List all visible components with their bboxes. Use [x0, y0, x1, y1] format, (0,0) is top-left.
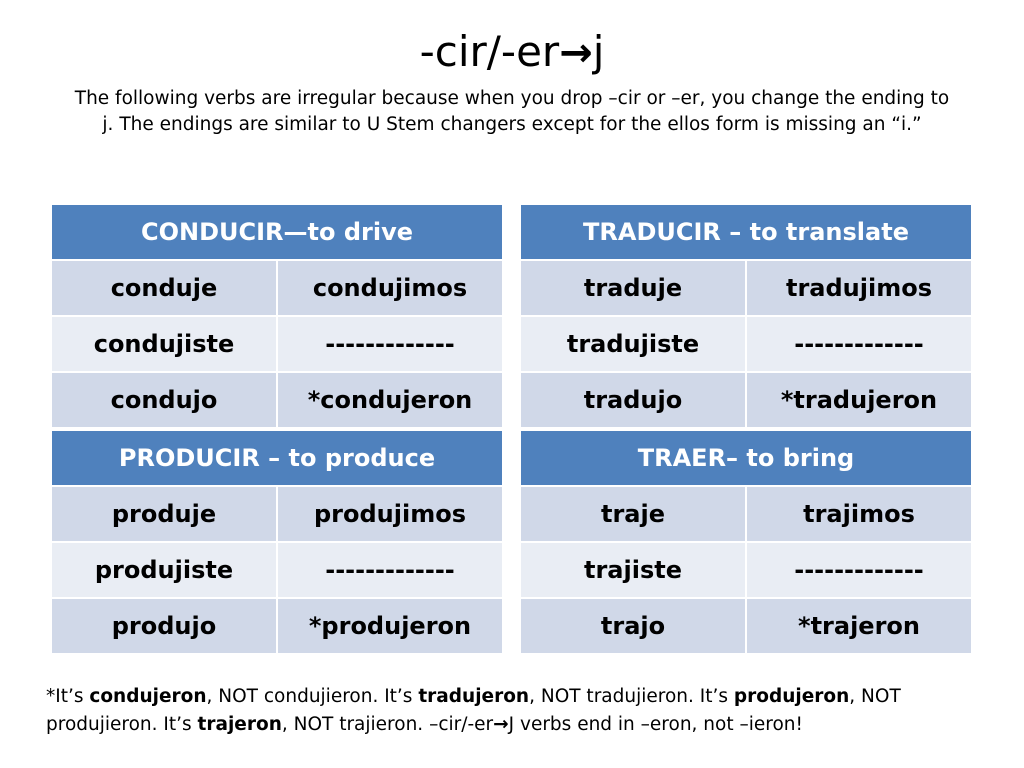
table-header: CONDUCIR—to drive — [51, 204, 503, 260]
table-cell: ------------- — [746, 542, 972, 598]
footnote-text: *It’s — [46, 686, 90, 707]
footnote-text: , NOT tradujieron. It’s — [529, 686, 734, 707]
intro-text: The following verbs are irregular because when you drop –cir or –er, you change the ending to j. The endings are similar to U Stem changers except for the ellos form is missing an “i.” — [74, 88, 950, 135]
table-cell: condujiste — [51, 316, 277, 372]
title-text: -cir/-er — [419, 27, 560, 76]
footnote-text: J verbs end in –eron, not –ieron! — [508, 714, 803, 735]
table-cell: condujimos — [277, 260, 503, 316]
footnote-emphasis: trajeron — [197, 714, 282, 735]
table-cell: tradujo — [520, 372, 746, 428]
footnote-text: , NOT trajieron. –cir/-er — [281, 714, 494, 735]
conjugation-table-traer — [519, 429, 973, 655]
table-cell: traduje — [520, 260, 746, 316]
title-suffix: j — [592, 27, 605, 76]
table-cell: produjimos — [277, 486, 503, 542]
conjugation-table-traducir — [519, 203, 973, 429]
table-cell: tradujiste — [520, 316, 746, 372]
table-cell: traje — [520, 486, 746, 542]
table-cell: *produjeron — [277, 598, 503, 654]
right-arrow-icon: → — [559, 30, 593, 76]
slide-title — [0, 26, 1024, 79]
footnote — [46, 683, 986, 739]
table-cell: conduje — [51, 260, 277, 316]
footnote-text: , NOT produjieron. It’s — [46, 686, 901, 735]
table-cell: trajimos — [746, 486, 972, 542]
footnote-text: , NOT condujieron. It’s — [206, 686, 419, 707]
table-cell: trajiste — [520, 542, 746, 598]
table-cell: trajo — [520, 598, 746, 654]
table-header: TRAER– to bring — [520, 430, 972, 486]
right-arrow-icon: → — [493, 714, 509, 735]
table-cell: produjiste — [51, 542, 277, 598]
table-cell: produje — [51, 486, 277, 542]
conjugation-table-producir — [50, 429, 504, 655]
conjugation-table-conducir — [50, 203, 504, 429]
table-cell: produjo — [51, 598, 277, 654]
table-cell: ------------- — [277, 316, 503, 372]
footnote-emphasis: condujeron — [89, 686, 207, 707]
table-cell: *trajeron — [746, 598, 972, 654]
footnote-emphasis: tradujeron — [418, 686, 530, 707]
table-header: TRADUCIR – to translate — [520, 204, 972, 260]
table-header: PRODUCIR – to produce — [51, 430, 503, 486]
table-cell: *tradujeron — [746, 372, 972, 428]
table-cell: ------------- — [277, 542, 503, 598]
table-cell: condujo — [51, 372, 277, 428]
footnote-emphasis: produjeron — [733, 686, 850, 707]
table-cell: *condujeron — [277, 372, 503, 428]
table-cell: tradujimos — [746, 260, 972, 316]
table-cell: ------------- — [746, 316, 972, 372]
